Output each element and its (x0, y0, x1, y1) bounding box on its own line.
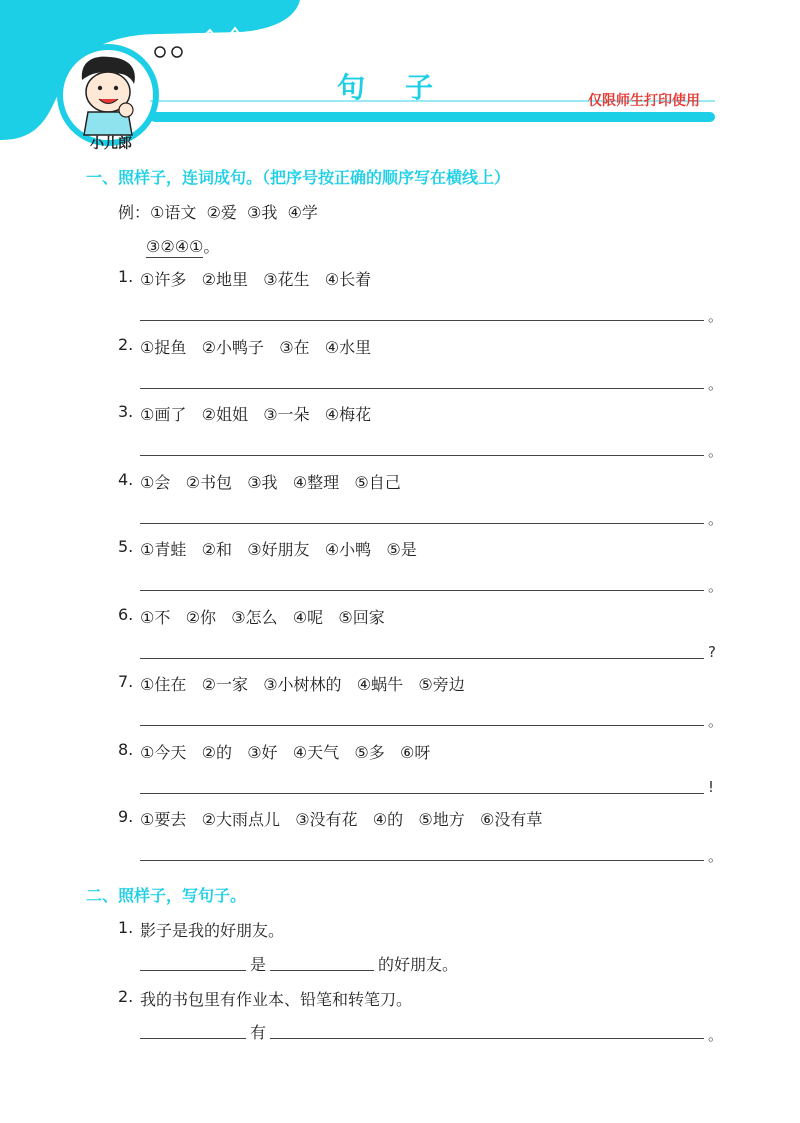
question-number: 7. (118, 672, 134, 691)
question-words: ①今天 ②的 ③好 ④天气 ⑤多 ⑥呀 (140, 742, 431, 762)
answer-end-punctuation: 。 (708, 712, 724, 730)
question-number: 1. (118, 267, 134, 286)
question-number: 4. (118, 469, 134, 489)
answer-line[interactable] (140, 860, 704, 861)
answer-end-punctuation: ! (708, 777, 715, 796)
answer-line[interactable] (140, 320, 704, 321)
mascot-boy-icon (82, 57, 135, 135)
answer-end-punctuation: 。 (708, 509, 724, 528)
header-corner-graphic (0, 0, 310, 150)
page-title: 句子 (336, 71, 473, 104)
question-number: 6. (118, 604, 134, 624)
question-words: ①画了 ②姐姐 ③一朵 ④梅花 (140, 405, 372, 424)
section2-heading: 二、照样子，写句子。 (86, 886, 247, 905)
question-number: 8. (118, 739, 134, 759)
answer-end-punctuation: 。 (708, 847, 724, 865)
s2-item2-blank2[interactable] (270, 1038, 704, 1039)
question-number: 5. (118, 537, 134, 556)
example-words: 例：①语文 ②爱 ③我 ④学 (118, 203, 318, 222)
example-answer: ③②④① (146, 237, 204, 256)
s2-item1-num: 1. (118, 918, 134, 937)
answer-line[interactable] (140, 793, 704, 794)
question-words: ①要去 ②大雨点儿 ③没有花 ④的 ⑤地方 ⑥没有草 (140, 810, 543, 829)
question-words: ①青蛙 ②和 ③好朋友 ④小鸭 ⑤是 (140, 540, 417, 559)
s2-item2-sentence: 我的书包里有作业本、铅笔和转笔刀。 (140, 990, 413, 1009)
question-number: 9. (118, 807, 134, 826)
s2-item1-word2: 的好朋友。 (378, 955, 459, 974)
question-words: ①会 ②书包 ③我 ④整理 ⑤自己 (140, 472, 401, 492)
answer-end-punctuation: ? (708, 642, 716, 661)
usage-note: 仅限师生打印使用 (588, 93, 700, 109)
logo-text: 小儿郎 (90, 136, 132, 152)
s2-item2-num: 2. (118, 987, 134, 1006)
s2-item1-sentence: 影子是我的好朋友。 (140, 921, 285, 940)
question-words: ①住在 ②一家 ③小树林的 ④蜗牛 ⑤旁边 (140, 675, 465, 694)
example-answer-block (146, 234, 219, 257)
answer-line[interactable] (140, 658, 704, 659)
answer-end-punctuation: 。 (708, 374, 724, 393)
example-answer-end: 。 (203, 237, 220, 256)
answer-line[interactable] (140, 523, 704, 524)
s2-item2-blank1[interactable] (140, 1038, 246, 1039)
answer-end-punctuation: 。 (708, 442, 724, 460)
question-number: 2. (118, 334, 134, 354)
answer-line[interactable] (140, 388, 704, 389)
answer-end-punctuation: 。 (708, 577, 724, 595)
s2-item1-blank2[interactable] (270, 970, 374, 971)
header-band (150, 112, 715, 122)
question-words: ①不 ②你 ③怎么 ④呢 ⑤回家 (140, 607, 385, 627)
s2-item1-blank1[interactable] (140, 970, 246, 971)
question-words: ①许多 ②地里 ③花生 ④长着 (140, 270, 372, 289)
answer-line[interactable] (140, 725, 704, 726)
s2-item2-end: 。 (708, 1026, 724, 1044)
answer-line[interactable] (140, 590, 704, 591)
question-words: ①捉鱼 ②小鸭子 ③在 ④水里 (140, 337, 372, 357)
answer-end-punctuation: 。 (708, 307, 724, 325)
s2-item2-word1: 有 (250, 1023, 267, 1042)
question-number: 3. (118, 402, 134, 421)
answer-line[interactable] (140, 455, 704, 456)
s2-item1-word1: 是 (250, 955, 267, 974)
section1-heading: 一、照样子，连词成句。（把序号按正确的顺序写在横线上） (86, 168, 511, 187)
